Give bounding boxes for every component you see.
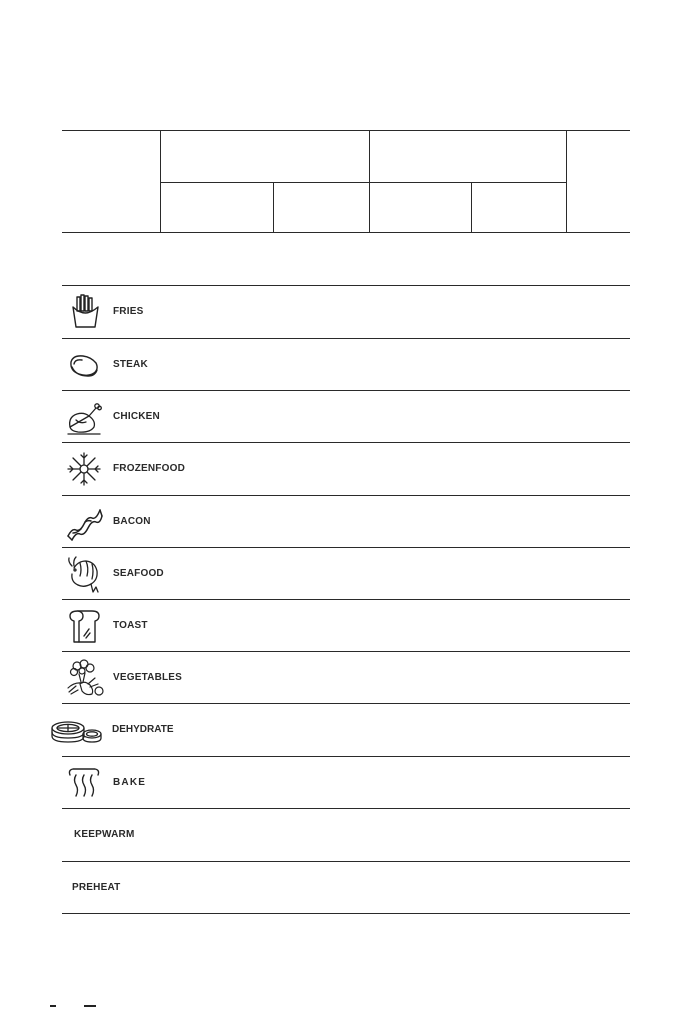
dehydrate-icon: [50, 710, 102, 750]
table-row-bacon: [62, 496, 630, 548]
row-label: STEAK: [113, 359, 148, 370]
row-label: SEAFOOD: [113, 568, 164, 579]
table-row-bake: [62, 757, 630, 809]
page-edge-mark: [50, 1005, 98, 1007]
fries-icon: [64, 292, 104, 332]
table-row-dehydrate: [62, 704, 630, 756]
row-label: PREHEAT: [72, 882, 121, 893]
bacon-icon: [64, 502, 104, 542]
header-divider: [566, 130, 567, 233]
header-divider: [369, 130, 370, 233]
toast-icon: [64, 606, 104, 646]
table-row-preheat: [62, 862, 630, 914]
row-label: FRIES: [113, 306, 144, 317]
row-label: FROZENFOOD: [113, 463, 185, 474]
vegetables-icon: [64, 658, 104, 698]
row-label: BACON: [113, 516, 151, 527]
row-label: VEGETABLES: [113, 672, 183, 683]
row-label: DEHYDRATE: [112, 724, 174, 735]
table-top-rule: [62, 130, 630, 131]
table-row-chicken: [62, 391, 630, 443]
header-bottom-rule: [62, 232, 630, 233]
header-subrule: [160, 182, 566, 183]
header-divider: [471, 182, 472, 233]
bake-icon: [64, 763, 104, 803]
table-row-seafood: [62, 548, 630, 600]
row-label: CHICKEN: [113, 411, 160, 422]
header-divider: [160, 130, 161, 233]
table-row-fries: [62, 286, 630, 338]
table-row-steak: [62, 339, 630, 391]
chicken-icon: [64, 397, 104, 437]
shrimp-icon: [64, 554, 104, 594]
table-row-toast: [62, 600, 630, 652]
table-row-frozenfood: [62, 443, 630, 495]
table-bottom-rule: [62, 913, 630, 914]
table-row-vegetables: [62, 652, 630, 704]
row-label: BAKE: [113, 777, 147, 788]
row-label: TOAST: [113, 620, 148, 631]
header-divider: [273, 182, 274, 233]
snowflake-icon: [64, 449, 104, 489]
table-row-keepwarm: [62, 809, 630, 861]
row-label: KEEPWARM: [74, 829, 135, 840]
steak-icon: [64, 345, 104, 385]
